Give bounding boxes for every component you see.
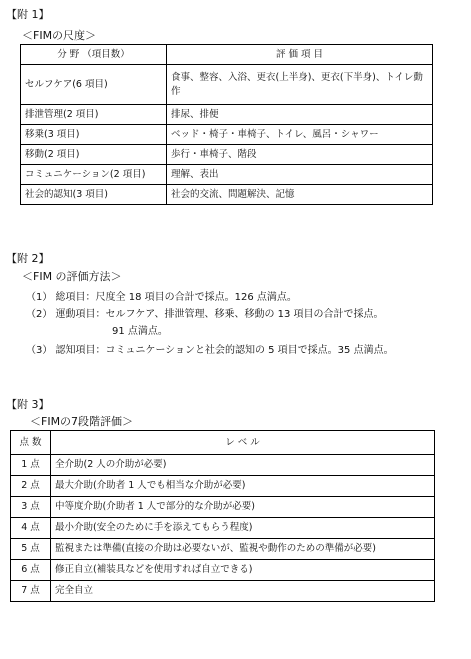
fim-level-table: [10, 430, 435, 602]
items-cell: 歩行・車椅子、階段: [167, 145, 433, 165]
items-cell: 排尿、排便: [167, 105, 433, 125]
table-header-row: [21, 45, 433, 65]
score-cell: 1 点: [11, 455, 51, 476]
header-level: レ ベ ル: [51, 431, 435, 455]
field-cell: 排泄管理(2 項目): [21, 105, 167, 125]
header-score: 点 数: [11, 431, 51, 455]
header-field: 分 野 （項目数）: [21, 45, 167, 65]
table-row: [21, 145, 433, 165]
field-cell: 社会的認知(3 項目): [21, 185, 167, 205]
table-row: [21, 125, 433, 145]
appendix1-title: ＜FIMの尺度＞: [22, 29, 97, 42]
field-cell: 移乗(3 項目): [21, 125, 167, 145]
appendix1-label: 【附 1】: [6, 8, 50, 21]
level-cell: 中等度介助(介助者 1 人で部分的な介助が必要): [51, 497, 435, 518]
table-row: [11, 476, 435, 497]
table-row: [21, 65, 433, 105]
level-cell: 最大介助(介助者 1 人でも相当な介助が必要): [51, 476, 435, 497]
items-cell: 社会的交流、問題解決、記憶: [167, 185, 433, 205]
score-cell: 6 点: [11, 560, 51, 581]
table-row: [21, 185, 433, 205]
field-cell: セルフケア(6 項目): [21, 65, 167, 105]
table-row: [11, 518, 435, 539]
method-line-total: （1） 総項目：尺度全 18 項目の合計で採点。126 点満点。: [26, 292, 297, 303]
level-cell: 監視または準備(直接の介助は必要ないが、監視や動作のための準備が必要): [51, 539, 435, 560]
appendix3-label: 【附 3】: [6, 398, 50, 411]
table-row: [11, 581, 435, 602]
table-row: [21, 165, 433, 185]
appendix2-title: ＜FIM の評価方法＞: [22, 270, 122, 283]
method-line-cognitive: （3） 認知項目：コミュニケーションと社会的認知の 5 項目で採点。35 点満点。: [26, 345, 394, 356]
score-cell: 3 点: [11, 497, 51, 518]
level-cell: 完全自立: [51, 581, 435, 602]
fim-scale-table: [20, 44, 433, 205]
level-cell: 最小介助(安全のために手を添えてもらう程度): [51, 518, 435, 539]
items-cell: 食事、整容、入浴、更衣(上半身)、更衣(下半身)、トイレ動作: [167, 65, 433, 105]
header-items: 評 価 項 目: [167, 45, 433, 65]
field-cell: コミュニケーション(2 項目): [21, 165, 167, 185]
level-cell: 修正自立(補装具などを使用すれば自立できる): [51, 560, 435, 581]
score-cell: 7 点: [11, 581, 51, 602]
score-cell: 5 点: [11, 539, 51, 560]
appendix2-label: 【附 2】: [6, 252, 50, 265]
table-row: [11, 560, 435, 581]
table-row: [11, 497, 435, 518]
level-cell: 全介助(2 人の介助が必要): [51, 455, 435, 476]
table-row: [11, 539, 435, 560]
table-header-row: [11, 431, 435, 455]
appendix3-title: ＜FIMの7段階評価＞: [30, 415, 134, 428]
items-cell: ベッド・椅子・車椅子、トイレ、風呂・シャワー: [167, 125, 433, 145]
items-cell: 理解、表出: [167, 165, 433, 185]
score-cell: 4 点: [11, 518, 51, 539]
method-line-motor-max: 91 点満点。: [112, 326, 168, 337]
method-line-motor: （2） 運動項目：セルフケア、排泄管理、移乗、移動の 13 項目の合計で採点。: [26, 309, 384, 320]
table-row: [21, 105, 433, 125]
table-row: [11, 455, 435, 476]
field-cell: 移動(2 項目): [21, 145, 167, 165]
score-cell: 2 点: [11, 476, 51, 497]
